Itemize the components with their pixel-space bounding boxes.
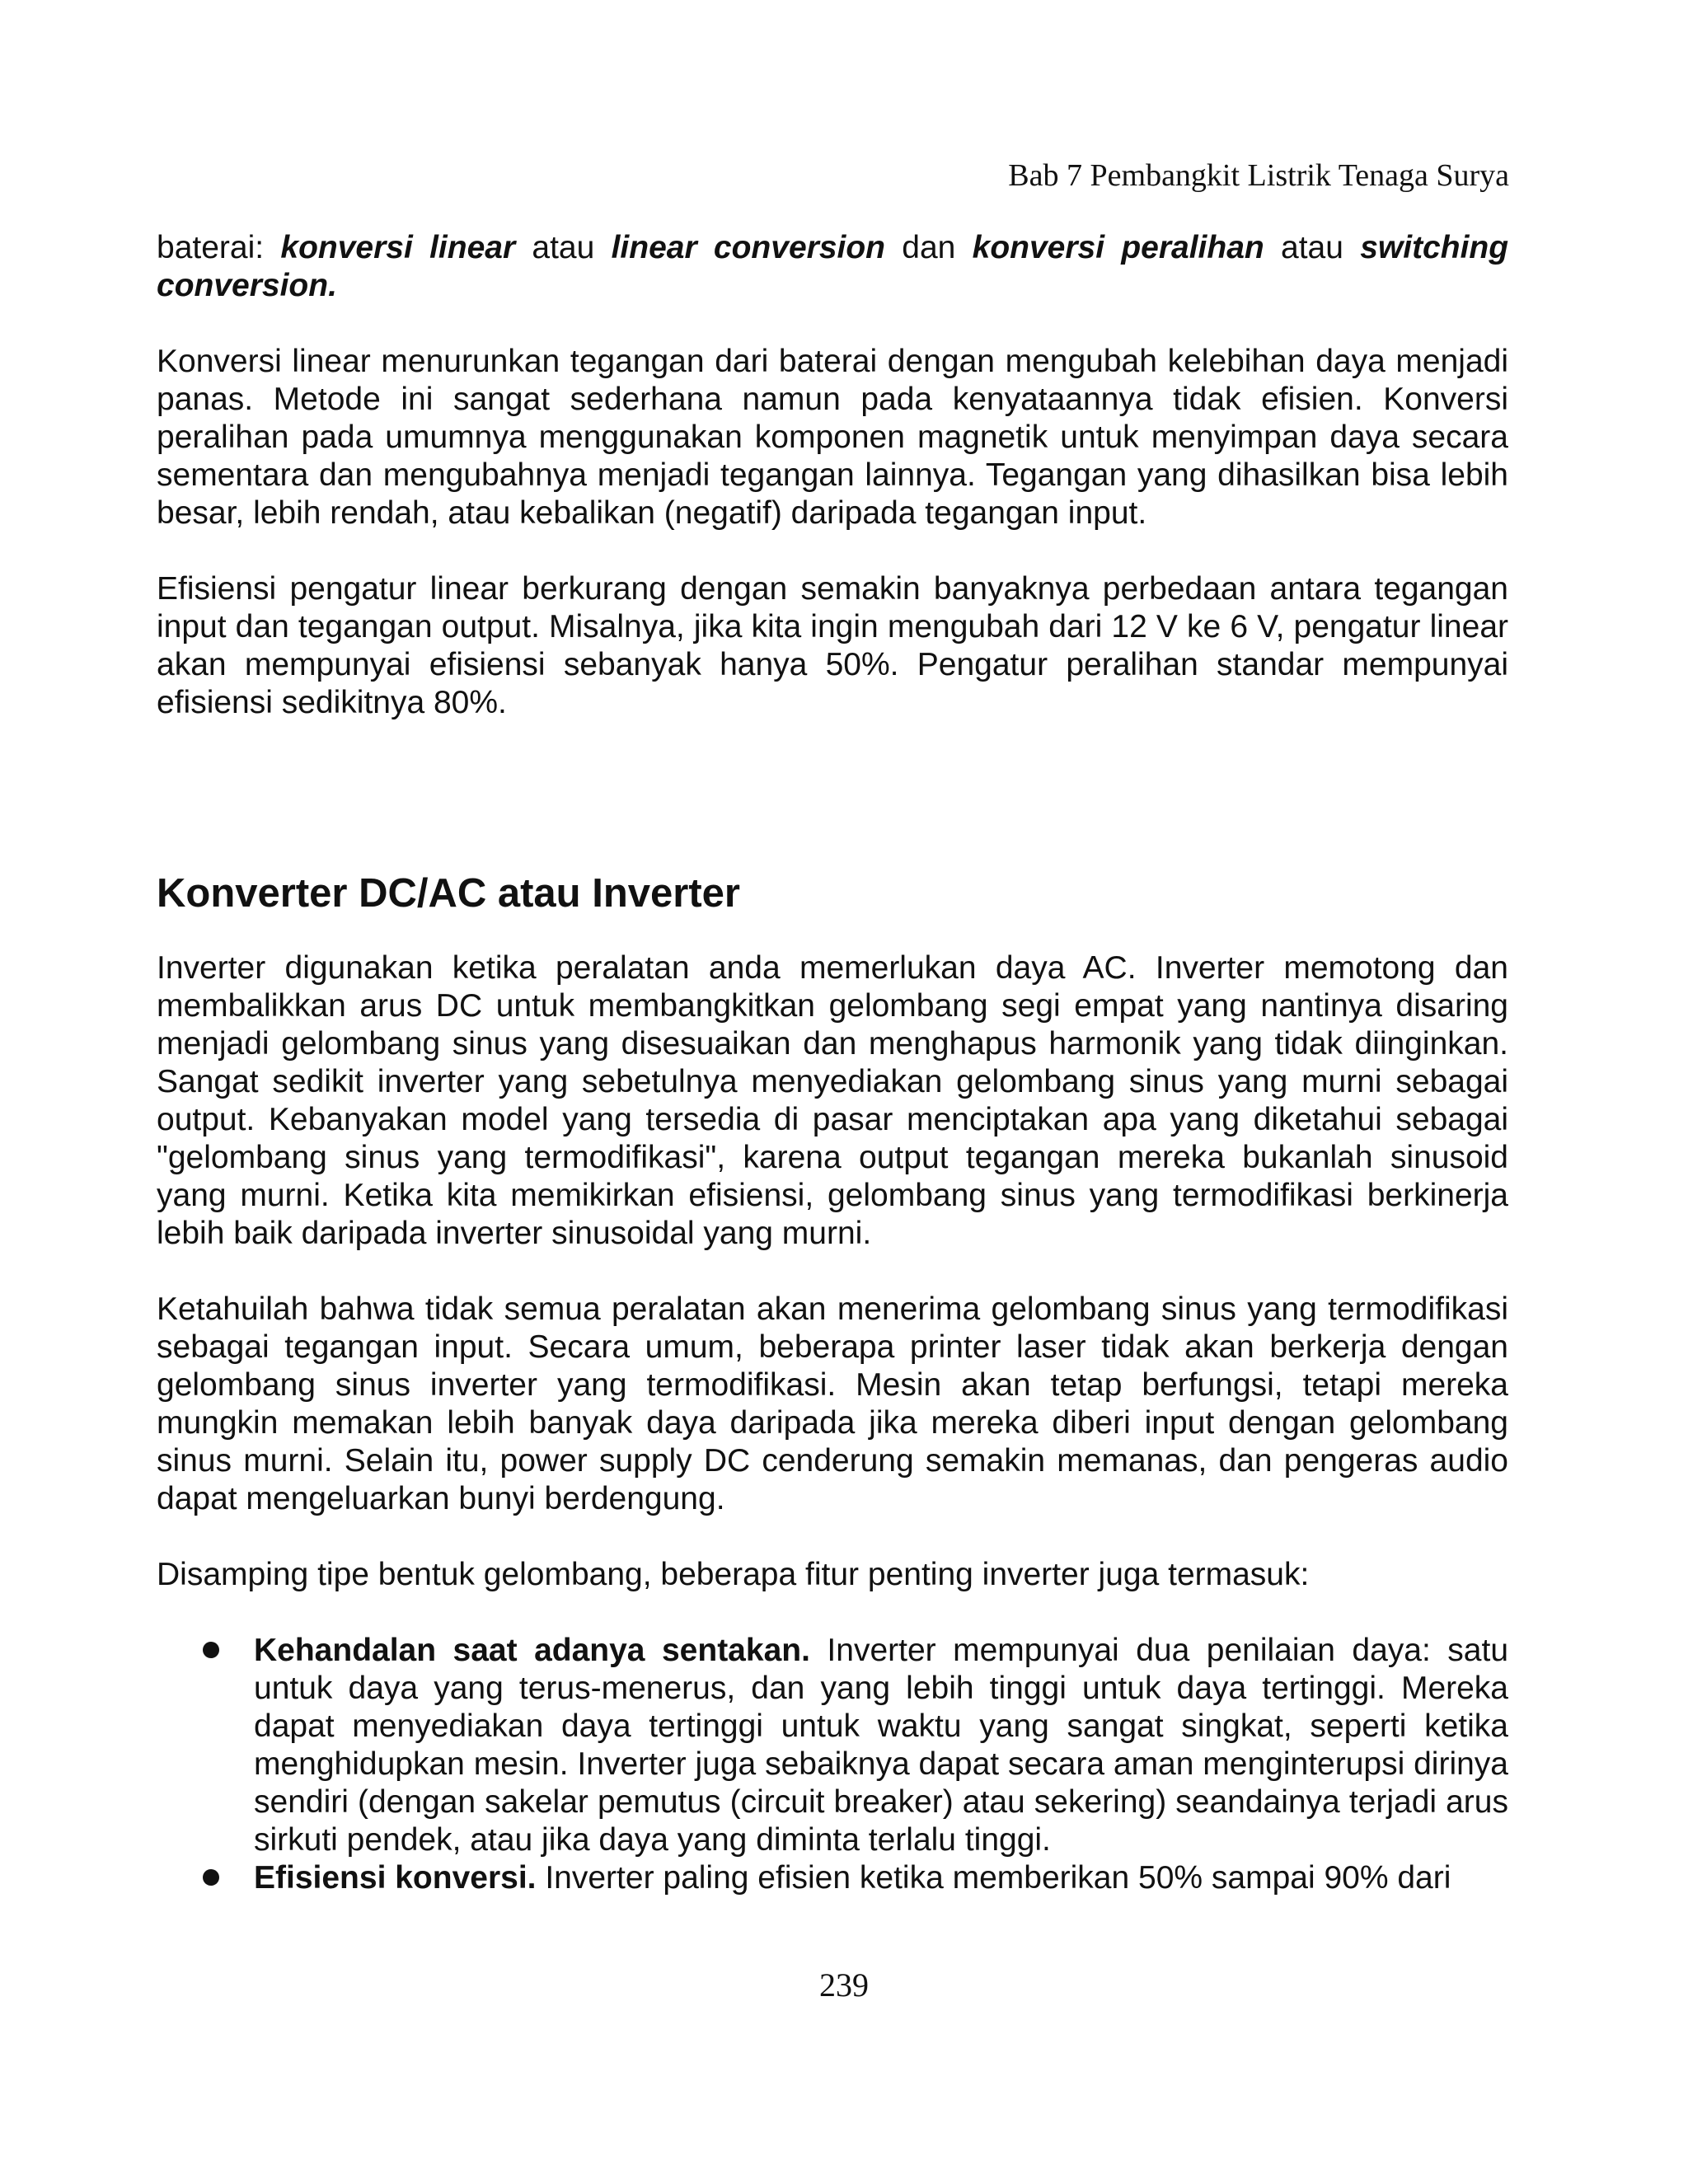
list-item-title: Kehandalan saat adanya sentakan. bbox=[254, 1633, 810, 1668]
paragraph-text: atau bbox=[515, 230, 612, 265]
list-item bbox=[157, 1859, 1508, 1897]
list-item bbox=[157, 1632, 1508, 1859]
paragraph-linear-conversion: Konversi linear menurunkan tegangan dari baterai dengan mengubah kelebihan daya menjadi panas. Metode ini sangat sederhana namun pada kenyataannya tidak efisien. Konversi peralihan pada umumnya menggunakan komponen magnetik untuk menyimpan daya secara sementara dan mengubahnya menjadi tegangan lainnya. Tegangan yang dihasilkan bisa lebih besar, lebih rendah, atau kebalikan (negatif) daripada tegangan input. bbox=[157, 344, 1508, 531]
paragraph-modified-sine: Ketahuilah bahwa tidak semua peralatan akan menerima gelombang sinus yang termodifikasi sebagai tegangan input. Secara umum, beberapa printer laser tidak akan berkerja dengan gelombang sinus inverter yang termodifikasi. Mesin akan tetap berfungsi, tetapi mereka mungkin memakan lebih banyak daya daripada jika mereka diberi input dengan gelombang sinus murni. Selain itu, power supply DC cenderung semakin memanas, dan pengeras audio dapat mengeluarkan bunyi berdengung. bbox=[157, 1291, 1508, 1516]
paragraph-text: dan bbox=[885, 230, 973, 265]
page-number: 239 bbox=[819, 1966, 869, 2004]
paragraph-text: atau bbox=[1264, 230, 1361, 265]
bullet-icon bbox=[203, 1642, 219, 1658]
list-item-text: Inverter mempunyai dua penilaian daya: satu untuk daya yang terus-menerus, dan yang lebih tinggi untuk daya tertinggi. Mereka dapat menyediakan daya tertinggi untuk waktu yang sangat singkat, seperti ketika menghidupkan mesin. Inverter juga sebaiknya dapat secara aman menginterupsi dirinya sendiri (dengan sakelar pemutus (circuit breaker) atau sekering) seandainya terjadi arus sirkuti pendek, atau jika daya yang diminta terlalu tinggi. bbox=[254, 1633, 1509, 1858]
paragraph-text: baterai: bbox=[157, 230, 281, 265]
paragraph-features-intro: Disamping tipe bentuk gelombang, beberapa fitur penting inverter juga termasuk: bbox=[157, 1557, 1310, 1592]
page-content bbox=[157, 229, 1508, 1897]
running-header: Bab 7 Pembangkit Listrik Tenaga Surya bbox=[1008, 158, 1509, 193]
emphasis-term: linear conversion bbox=[611, 230, 885, 265]
paragraph-inverter-intro: Inverter digunakan ketika peralatan anda memerlukan daya AC. Inverter memotong dan membalikkan arus DC untuk membangkitkan gelombang segi empat yang nantinya disaring menjadi gelombang sinus yang disesuaikan dan menghapus harmonik yang tidak diinginkan. Sangat sedikit inverter yang sebetulnya menyediakan gelombang sinus yang murni sebagai output. Kebanyakan model yang tersedia di pasar menciptakan apa yang diketahui sebagai "gelombang sinus yang termodifikasi", karena output tegangan mereka bukanlah sinusoid yang murni. Ketika kita memikirkan efisiensi, gelombang sinus yang termodifikasi berkinerja lebih baik daripada inverter sinusoidal yang murni. bbox=[157, 950, 1508, 1251]
list-item-title: Efisiensi konversi. bbox=[254, 1860, 537, 1896]
emphasis-term: konversi peralihan bbox=[972, 230, 1264, 265]
paragraph-baterai-conversion bbox=[157, 229, 1508, 305]
section-heading: Konverter DC/AC atau Inverter bbox=[157, 871, 740, 916]
emphasis-term: konversi linear bbox=[280, 230, 516, 265]
emphasis-term: switching conversion. bbox=[157, 230, 1509, 303]
paragraph-efficiency: Efisiensi pengatur linear berkurang dengan semakin banyaknya perbedaan antara tegangan input dan tegangan output. Misalnya, jika kita ingin mengubah dari 12 V ke 6 V, pengatur linear akan mempunyai efisiensi sebanyak hanya 50%. Pengatur peralihan standar mempunyai efisiensi sedikitnya 80%. bbox=[157, 571, 1508, 720]
feature-list bbox=[157, 1632, 1508, 1897]
bullet-icon bbox=[203, 1869, 219, 1886]
list-item-text: Inverter paling efisien ketika memberikan 50% sampai 90% dari bbox=[536, 1860, 1451, 1896]
